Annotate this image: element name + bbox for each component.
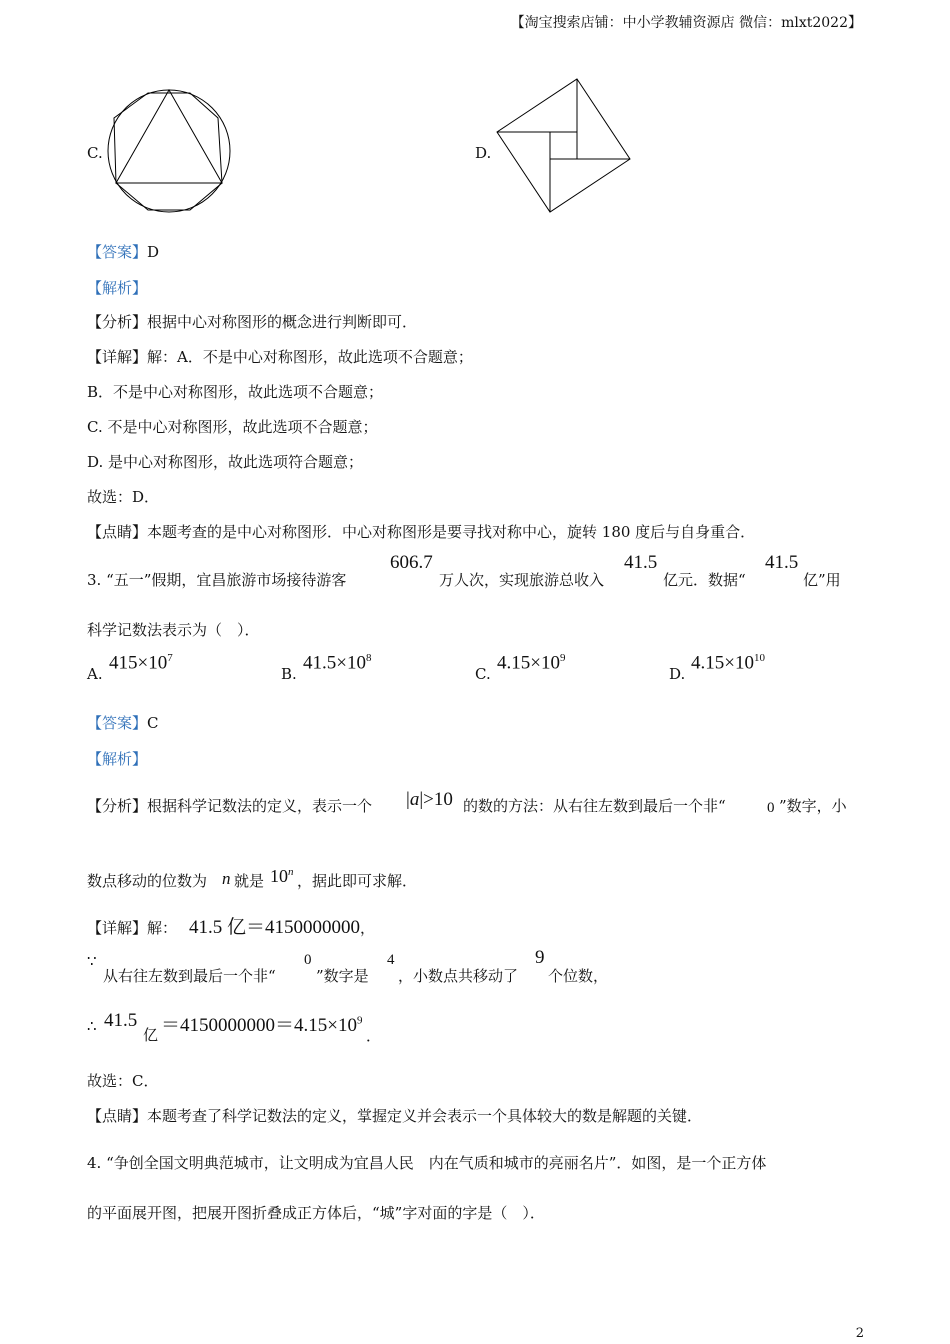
q3-option-d-value (691, 652, 765, 674)
fenxi-tag: 【分析】 (87, 313, 148, 331)
xiangjie-text: 解：A．不是中心对称图形，故此选项不合题意； (147, 348, 473, 366)
q2-choose: 故选：D． (87, 488, 160, 506)
option-c-label: C. (87, 144, 103, 162)
dianjing-text: 本题考查了科学记数法的定义，掌握定义并会表示一个具体较大的数是解题的关键． (147, 1107, 703, 1125)
dianjing-tag: 【点睛】 (87, 1107, 148, 1125)
option-c-exp: 9 (559, 652, 566, 664)
answer-tag: 【答案】 (87, 243, 148, 261)
q3-fenxi2-b: 就是 (234, 872, 265, 890)
q3-fenxi2-a: 数点移动的位数为 (87, 872, 208, 890)
q2-line-d: D. 是中心对称图形，故此选项符合题意； (87, 453, 364, 471)
q3-option-b-label: B. (281, 665, 297, 683)
q3-xiangjie-b: ， (360, 919, 376, 937)
figure-c-circle-triangle-octagon (104, 88, 234, 216)
q3-because-d: 个位数， (548, 967, 609, 985)
q3-stem-p4: 亿”用 (803, 571, 841, 589)
q3-xiangjie-a (87, 917, 177, 938)
because-symbol: ∵ (87, 952, 97, 970)
q3-data-number: 41.5 (765, 552, 799, 573)
q2-analysis-tag: 【解析】 (87, 279, 148, 297)
q3-choose: 故选：C． (87, 1072, 159, 1090)
q2-xiangjie (87, 346, 473, 367)
fenxi-tag: 【分析】 (87, 797, 148, 815)
option-a-exp: 7 (167, 652, 173, 664)
xiangjie-text: 解： (147, 919, 178, 937)
fenxi-text: 根据中心对称图形的概念进行判断即可． (147, 313, 418, 331)
dianjing-text: 本题考查的是中心对称图形．中心对称图形是要寻找对称中心，旋转 180 度后与自身重合． (147, 523, 756, 541)
option-b-exp: 8 (365, 652, 372, 664)
q3-option-d-label: D. (669, 665, 686, 683)
q3-therefore-eq (161, 1010, 362, 1037)
q3-answer (87, 712, 159, 733)
q3-stem-p2: 万人次，实现旅游总收入 (439, 571, 605, 589)
q3-because-zero: 0 (304, 952, 312, 968)
q3-income-number: 41.5 (624, 552, 658, 573)
q4-stem-line1: 4. “争创全国文明典范城市，让文明成为宜昌人民 内在气质和城市的亮丽名片”．如图，是一个正方体 (87, 1154, 767, 1172)
q3-option-c-label: C. (475, 665, 491, 683)
figure-d-pinwheel-square (496, 78, 632, 215)
q3-because-b: ”数字是 (316, 967, 369, 985)
q2-fenxi (87, 311, 417, 332)
q3-option-a-value (109, 652, 173, 674)
page-number: 2 (855, 1326, 864, 1341)
q3-xiangjie-math: 41.5 亿＝4150000000 (189, 917, 361, 938)
q3-fenxi-b: 的数的方法：从右往左数到最后一个非“ (463, 797, 726, 815)
page-header: 【淘宝搜索店铺：中小学教辅资源店 微信：mlxt2022】 (510, 15, 862, 31)
option-c-base: 4.15×10 (497, 652, 560, 674)
q2-answer (87, 241, 159, 262)
q3-analysis-tag: 【解析】 (87, 750, 148, 768)
q3-option-b-value (303, 652, 371, 674)
q4-stem-line2: 的平面展开图，把展开图折叠成正方体后，“城”字对面的字是（ ）． (87, 1204, 545, 1222)
q3-option-c-value (497, 652, 565, 674)
option-d-label: D. (475, 144, 492, 162)
q3-fenxi-c: ”数字，小 (779, 797, 847, 815)
q3-fenxi-a (87, 795, 372, 816)
q3-therefore-end: ． (366, 1027, 382, 1045)
abs-gt: >10 (423, 789, 453, 810)
q2-dianjing (87, 521, 755, 542)
q3-stem-p3: 亿元．数据“ (663, 571, 746, 589)
q3-therefore-yi: 亿 (143, 1026, 159, 1044)
option-d-base: 4.15×10 (691, 652, 754, 674)
q3-stem-p1: 3. “五一”假期，宜昌旅游市场接待游客 (87, 571, 347, 589)
xiangjie-tag: 【详解】 (87, 348, 148, 366)
q3-fenxi2-n: n (222, 869, 231, 888)
q3-option-a-label: A. (87, 665, 103, 683)
option-a-base: 415×10 (109, 652, 168, 674)
answer-value: C (147, 714, 159, 732)
q2-line-c: C. 不是中心对称图形，故此选项不合题意； (87, 418, 378, 436)
dianjing-tag: 【点睛】 (87, 523, 148, 541)
q2-line-b: B．不是中心对称图形，故此选项不合题意； (87, 383, 384, 401)
q3-fenxi2-pow (270, 866, 294, 887)
q3-visitors-number: 606.7 (390, 552, 433, 573)
fenxi-text-a: 根据科学记数法的定义，表示一个 (147, 797, 373, 815)
answer-tag: 【答案】 (87, 714, 148, 732)
q3-therefore-num: 41.5 (104, 1010, 138, 1031)
pow-base: 10 (270, 866, 288, 886)
q3-dianjing (87, 1105, 702, 1126)
therefore-eq-base: ＝4150000000＝4.15×10 (161, 1015, 357, 1036)
q3-because-a: 从右往左数到最后一个非“ (103, 967, 276, 985)
therefore-symbol: ∴ (87, 1017, 97, 1035)
therefore-eq-exp: 9 (356, 1014, 363, 1027)
xiangjie-tag: 【详解】 (87, 919, 148, 937)
q3-because-four: 4 (387, 952, 395, 968)
q3-stem-line2: 科学记数法表示为（ ）． (87, 621, 260, 639)
pow-exp: n (288, 866, 294, 878)
q3-fenxi-zero: 0 (767, 800, 775, 816)
option-d-exp: 10 (753, 652, 765, 664)
answer-value: D (147, 243, 160, 261)
abs-var: a (409, 789, 420, 810)
q3-because-c: ，小数点共移动了 (398, 967, 519, 985)
q3-fenxi-abs-a: |a|>10 (406, 789, 453, 810)
q3-because-nine: 9 (535, 947, 545, 968)
option-b-base: 41.5×10 (303, 652, 366, 674)
q3-fenxi2-c: ，据此即可求解． (297, 872, 418, 890)
